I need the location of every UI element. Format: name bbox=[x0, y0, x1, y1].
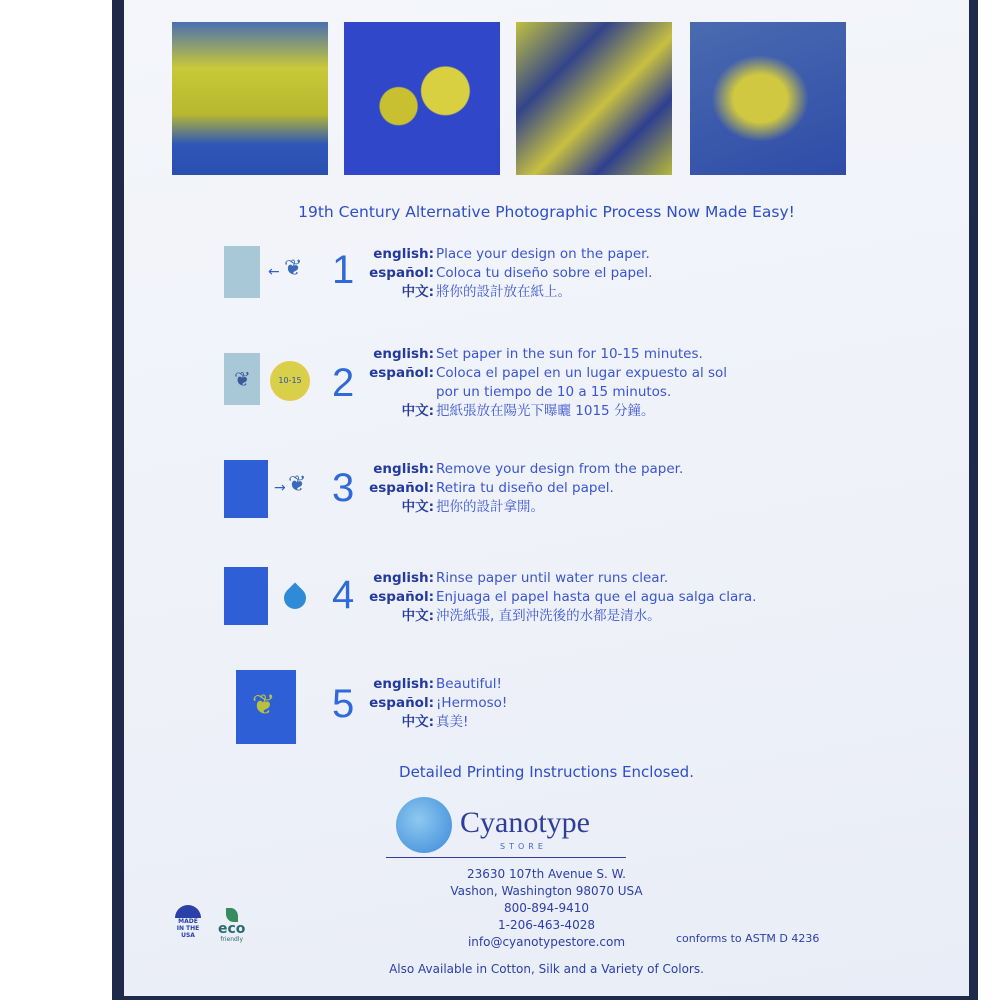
text-english: Rinse paper until water runs clear. bbox=[436, 570, 669, 586]
water-drop-icon bbox=[279, 582, 310, 613]
label-chinese: 中文: bbox=[401, 608, 434, 624]
step-5: ❦ 5 english: Beautiful! español: ¡Hermoso! 中文: 真美! bbox=[124, 670, 969, 750]
text-chinese: 真美! bbox=[436, 714, 469, 730]
label-chinese: 中文: bbox=[401, 499, 434, 515]
step-number: 4 bbox=[332, 573, 355, 617]
text-spanish-cont: por un tiempo de 10 a 15 minutos. bbox=[436, 384, 672, 400]
step-number: 3 bbox=[332, 466, 355, 510]
text-spanish: Coloca tu diseño sobre el papel. bbox=[436, 265, 653, 281]
text-spanish: Enjuaga el papel hasta que el agua salga clara. bbox=[436, 589, 757, 605]
brand-sub: STORE bbox=[500, 842, 547, 851]
step-4 bbox=[124, 565, 969, 635]
label-chinese: 中文: bbox=[401, 714, 434, 730]
text-english: Remove your design from the paper. bbox=[436, 461, 684, 477]
step-1: ← ❦ 1 english: Place your design on the paper. español: Coloca tu diseño sobre el papel. 中文: 將你的設計放在紙上。 bbox=[124, 240, 969, 310]
text-english: Beautiful! bbox=[436, 676, 502, 692]
label-english: english: bbox=[373, 346, 434, 362]
leaf-icon bbox=[226, 908, 238, 922]
eco-friendly-badge bbox=[218, 908, 245, 943]
label-spanish: español: bbox=[369, 480, 434, 496]
eco-label: eco bbox=[218, 921, 246, 937]
phone-tollfree: 800-894-9410 bbox=[503, 901, 589, 915]
footer-note: Also Available in Cotton, Silk and a Variety of Colors. bbox=[389, 962, 704, 976]
usa-label: MADE IN THE USA bbox=[176, 918, 200, 939]
address-street: 23630 107th Avenue S. W. bbox=[467, 867, 626, 881]
step-number: 5 bbox=[332, 682, 355, 726]
label-spanish: español: bbox=[369, 695, 434, 711]
label-spanish: español: bbox=[369, 265, 434, 281]
address-block bbox=[124, 866, 969, 951]
sun-icon: 10-15 bbox=[270, 361, 310, 401]
sample-photo-children bbox=[344, 22, 500, 175]
phone: 1-206-463-4028 bbox=[498, 918, 595, 932]
sample-photo-collage bbox=[516, 22, 672, 175]
text-chinese: 沖洗紙張, 直到沖洗後的水都是清水。 bbox=[436, 608, 661, 624]
made-in-usa-badge bbox=[175, 905, 201, 945]
astm-note: conforms to ASTM D 4236 bbox=[676, 932, 820, 945]
step-number: 2 bbox=[332, 361, 355, 405]
label-spanish: español: bbox=[369, 365, 434, 381]
eco-sub-label: friendly bbox=[220, 936, 244, 943]
label-spanish: español: bbox=[369, 589, 434, 605]
brand-name: Cyanotype bbox=[460, 806, 590, 839]
address-city: Vashon, Washington 98070 USA bbox=[450, 884, 643, 898]
email: info@cyanotypestore.com bbox=[467, 935, 626, 949]
divider bbox=[386, 857, 626, 858]
text-english: Place your design on the paper. bbox=[436, 246, 650, 262]
step-number: 1 bbox=[332, 248, 355, 292]
step-3: → ❦ 3 english: Remove your design from the paper. español: Retira tu diseño del papel. 中文: 把你的設計拿開。 bbox=[124, 458, 969, 528]
sample-photo-airship bbox=[172, 22, 328, 175]
label-english: english: bbox=[373, 246, 434, 262]
text-chinese: 把紙張放在陽光下曝曬 1015 分鐘。 bbox=[436, 403, 655, 419]
label-english: english: bbox=[373, 461, 434, 477]
text-spanish: Coloca el papel en un lugar expuesto al sol bbox=[436, 365, 728, 381]
label-english: english: bbox=[373, 676, 434, 692]
sample-photo-feather bbox=[690, 22, 846, 175]
instructions-enclosed: Detailed Printing Instructions Enclosed. bbox=[399, 763, 694, 781]
label-english: english: bbox=[373, 570, 434, 586]
label-chinese: 中文: bbox=[401, 284, 434, 300]
step-2: ❦ 10-15 2 english: Set paper in the sun for 10-15 minutes. español: Coloca el papel en un lugar expuesto al sol por un tiempo de 10 a 15 minutos. 中文: 把紙張放在陽光下曝曬 1015 分鐘。 bbox=[124, 345, 969, 425]
cyanotype-logo-icon bbox=[396, 797, 452, 853]
text-chinese: 把你的設計拿開。 bbox=[436, 499, 544, 515]
headline: 19th Century Alternative Photographic Process Now Made Easy! bbox=[298, 203, 795, 221]
label-chinese: 中文: bbox=[401, 403, 434, 419]
text-spanish: Retira tu diseño del papel. bbox=[436, 480, 614, 496]
text-chinese: 將你的設計放在紙上。 bbox=[436, 284, 571, 300]
text-english: Set paper in the sun for 10-15 minutes. bbox=[436, 346, 703, 362]
text-spanish: ¡Hermoso! bbox=[436, 695, 508, 711]
